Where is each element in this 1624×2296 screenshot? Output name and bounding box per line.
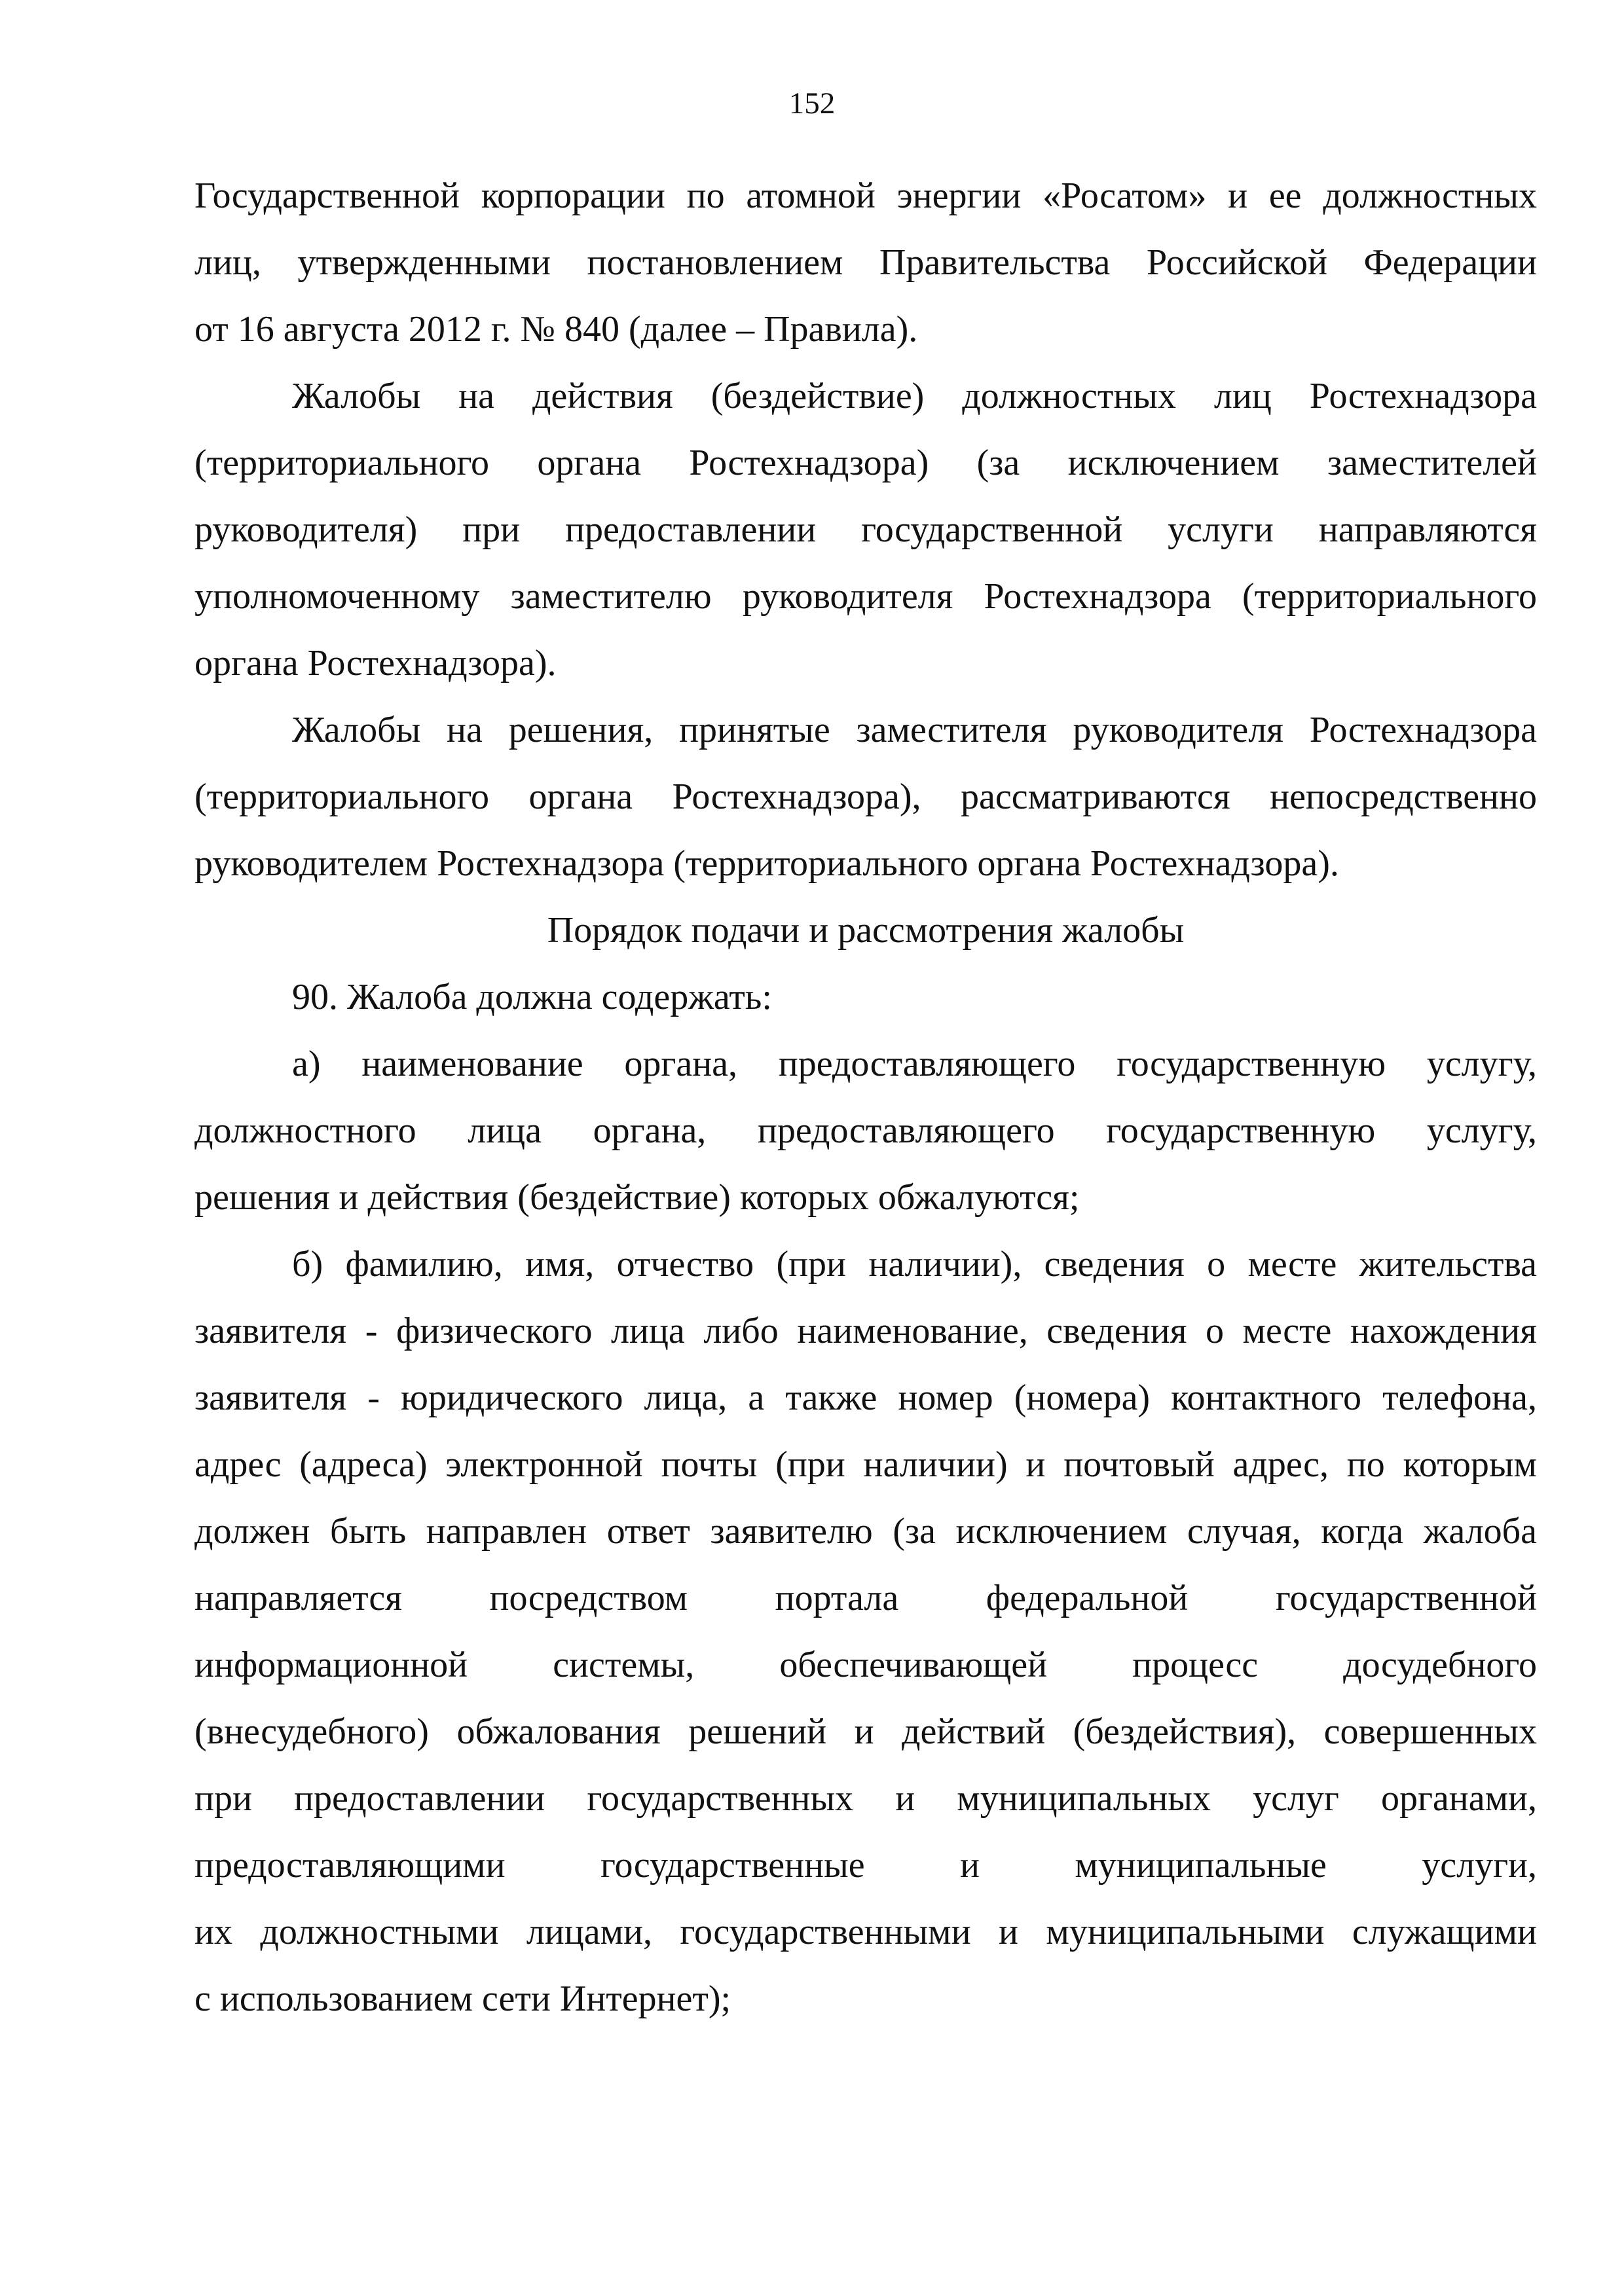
paragraph-line: (территориального органа Ростехнадзора), рассматриваются непосредственно [194,776,1537,817]
paragraph-line: заявителя - физического лица либо наименование, сведения о месте нахождения [194,1311,1537,1351]
paragraph-line: заявителя - юридического лица, а также номер (номера) контактного телефона, [194,1377,1537,1418]
paragraph-line: а) наименование органа, предоставляющего государственную услугу, [292,1044,1537,1084]
paragraph-line: от 16 августа 2012 г. № 840 (далее – Правила). [194,309,918,350]
paragraph-line: руководителем Ростехнадзора (территориального органа Ростехнадзора). [194,843,1339,884]
paragraph-line: органа Ростехнадзора). [194,643,557,683]
paragraph-line: должен быть направлен ответ заявителю (за исключением случая, когда жалоба [194,1511,1537,1552]
paragraph-line: направляется посредством портала федеральной государственной [194,1578,1537,1618]
paragraph-line: с использованием сети Интернет); [194,1978,731,2019]
paragraph-line: Жалобы на действия (бездействие) должностных лиц Ростехнадзора [292,376,1537,416]
paragraph-line: должностного лица органа, предоставляющего государственную услугу, [194,1110,1537,1151]
page-number: 152 [788,86,836,120]
document-body [194,162,1537,2032]
paragraph-line: информационной системы, обеспечивающей процесс досудебного [194,1645,1537,1685]
paragraph-line: 90. Жалоба должна содержать: [292,977,772,1017]
paragraph-line: адрес (адреса) электронной почты (при наличии) и почтовый адрес, по которым [194,1444,1537,1485]
paragraph-line: предоставляющими государственные и муниципальные услуги, [194,1845,1537,1886]
paragraph-line: при предоставлении государственных и муниципальных услуг органами, [194,1778,1537,1819]
paragraph-line: Государственной корпорации по атомной энергии «Росатом» и ее должностных [194,175,1537,216]
paragraph-line: решения и действия (бездействие) которых обжалуются; [194,1177,1080,1218]
paragraph-line: (внесудебного) обжалования решений и действий (бездействия), совершенных [194,1711,1537,1752]
paragraph-line: их должностными лицами, государственными и муниципальными служащими [194,1912,1537,1952]
paragraph-line: уполномоченному заместителю руководителя Ростехнадзора (территориального [194,576,1537,617]
paragraph-line: Жалобы на решения, принятые заместителя руководителя Ростехнадзора [292,710,1537,750]
paragraph-line: (территориального органа Ростехнадзора) (за исключением заместителей [194,443,1537,483]
section-heading: Порядок подачи и рассмотрения жалобы [547,910,1185,951]
paragraph-line: руководителя) при предоставлении государственной услуги направляются [194,509,1537,550]
paragraph-line: лиц, утвержденными постановлением Правительства Российской Федерации [194,242,1537,283]
paragraph-line: б) фамилию, имя, отчество (при наличии), сведения о месте жительства [292,1244,1537,1285]
